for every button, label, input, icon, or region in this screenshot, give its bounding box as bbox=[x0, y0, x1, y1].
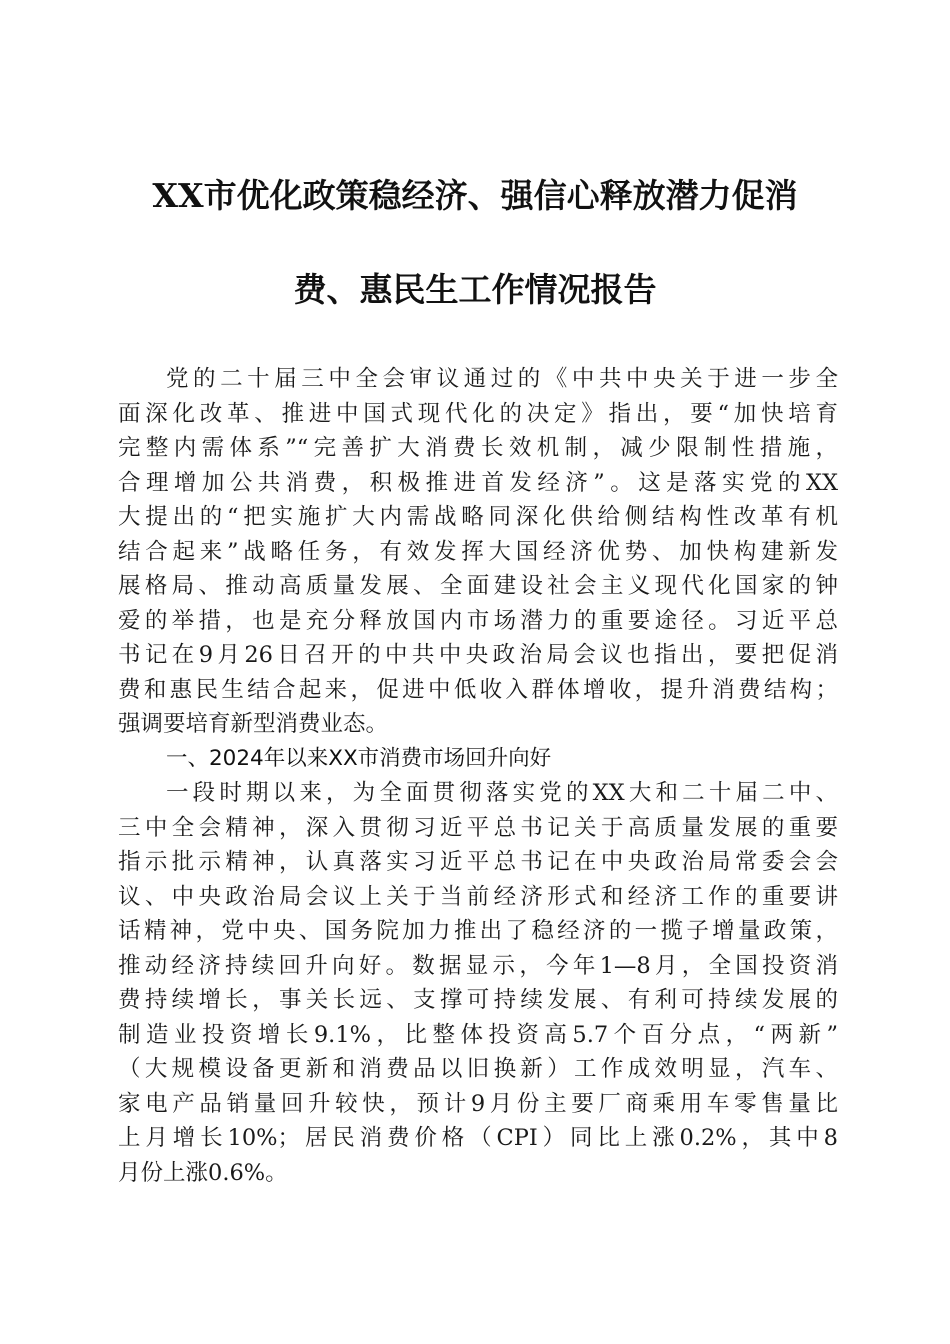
paragraph-intro bbox=[118, 362, 838, 742]
paragraph-line: （大规模设备更新和消费品以旧换新）工作成效明显，汽车、 bbox=[118, 1056, 838, 1082]
paragraph-line: 议、中央政治局会议上关于当前经济形式和经济工作的重要讲 bbox=[118, 883, 838, 910]
paragraph-line: 家电产品销量回升较快，预计9月份主要厂商乘用车零售量比 bbox=[118, 1090, 838, 1117]
paragraph-line: 制造业投资增长9.1%，比整体投资高5.7个百分点，“两新” bbox=[118, 1021, 838, 1048]
paragraph-line: 指示批示精神，认真落实习近平总书记在中央政治局常委会会 bbox=[118, 849, 838, 875]
paragraph-line: 完整内需体系”“完善扩大消费长效机制，减少限制性措施， bbox=[118, 435, 838, 461]
paragraph-line: 党的二十届三中全会审议通过的《中共中央关于进一步全 bbox=[166, 366, 838, 392]
paragraph-line: 费持续增长，事关长远、支撑可持续发展、有利可持续发展的 bbox=[118, 987, 838, 1013]
paragraph-line: 上月增长10%；居民消费价格（CPI）同比上涨0.2%，其中8 bbox=[118, 1125, 838, 1151]
paragraph-line: 面深化改革、推进中国式现代化的决定》指出，要“加快培育 bbox=[118, 400, 838, 427]
document-title-line-2: 费、惠民生工作情况报告 bbox=[293, 270, 657, 309]
paragraph-line: 大提出的“把实施扩大内需战略同深化供给侧结构性改革有机 bbox=[118, 504, 838, 530]
document-body bbox=[118, 362, 838, 1190]
paragraph-line: 爱的举措，也是充分释放国内市场潜力的重要途径。习近平总 bbox=[118, 607, 838, 634]
paragraph-line: 书记在9月26日召开的中共中央政治局会议也指出，要把促消 bbox=[118, 642, 838, 668]
paragraph-line: 话精神，党中央、国务院加力推出了稳经济的一揽子增量政策， bbox=[118, 918, 838, 944]
section-heading-1: 一、2024年以来XX市消费市场回升向好 bbox=[166, 745, 552, 771]
paragraph-line: 推动经济持续回升向好。数据显示，今年1—8月，全国投资消 bbox=[118, 952, 838, 979]
paragraph-line: 月份上涨0.6%。 bbox=[118, 1159, 288, 1186]
paragraph-line: 合理增加公共消费，积极推进首发经济”。这是落实党的XX bbox=[118, 469, 838, 496]
paragraph-line: 费和惠民生结合起来，促进中低收入群体增收，提升消费结构； bbox=[118, 676, 838, 703]
paragraph-section-1 bbox=[118, 776, 838, 1190]
paragraph-line: 强调要培育新型消费业态。 bbox=[118, 711, 389, 737]
paragraph-line: 三中全会精神，深入贯彻习近平总书记关于高质量发展的重要 bbox=[118, 814, 838, 841]
document-title-line-1: XX市优化政策稳经济、强信心释放潜力促消 bbox=[152, 176, 798, 215]
paragraph-line: 结合起来”战略任务，有效发挥大国经济优势、加快构建新发 bbox=[118, 538, 838, 565]
paragraph-line: 一段时期以来，为全面贯彻落实党的XX大和二十届二中、 bbox=[166, 780, 838, 806]
paragraph-line: 展格局、推动高质量发展、全面建设社会主义现代化国家的钟 bbox=[118, 573, 838, 599]
